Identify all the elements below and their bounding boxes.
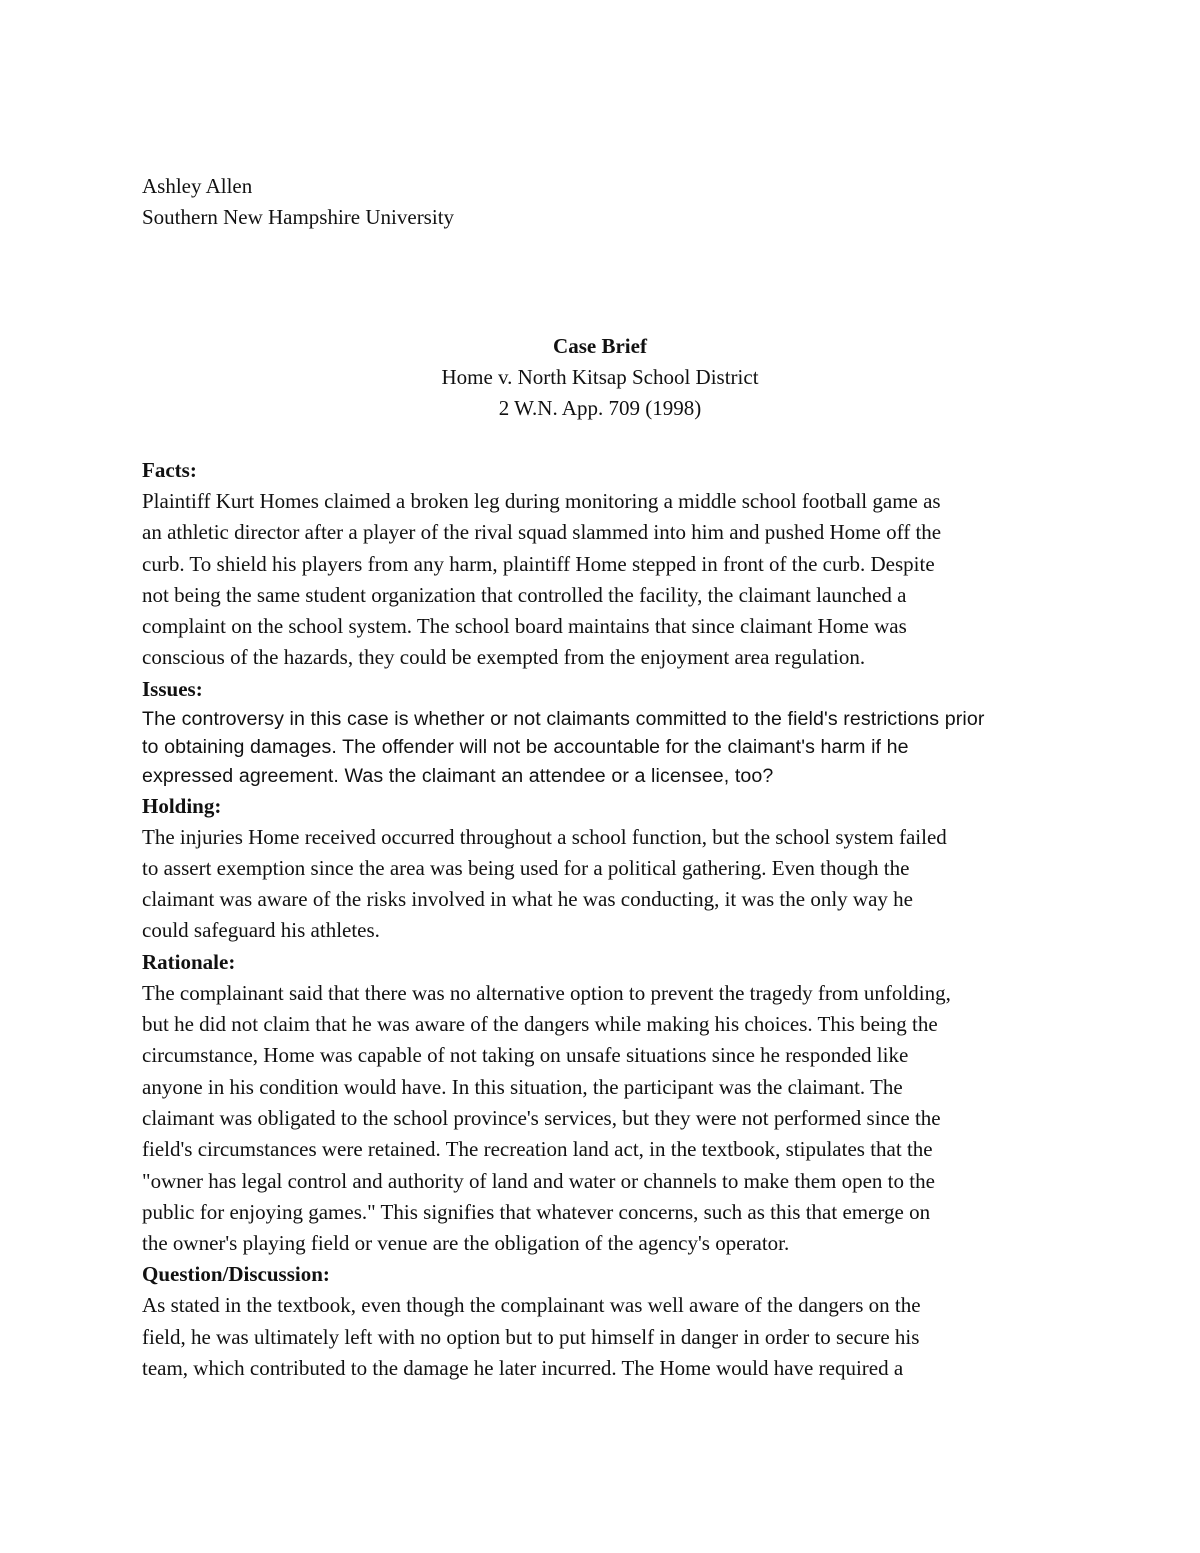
text-line: expressed agreement. Was the claimant an attendee or a licensee, too?	[142, 764, 774, 787]
text-line: anyone in his condition would have. In this situation, the participant was the claimant. The	[142, 1074, 903, 1099]
section-heading-holding: Holding:	[142, 793, 222, 818]
text-line: public for enjoying games." This signifies that whatever concerns, such as this that emerge on	[142, 1199, 931, 1224]
title-block	[142, 331, 1058, 424]
text-line: Plaintiff Kurt Homes claimed a broken leg during monitoring a middle school football game as	[142, 489, 941, 513]
text-line: The injuries Home received occurred throughout a school function, but the school system failed	[142, 824, 947, 849]
section-body-holding	[142, 822, 1072, 947]
text-line: As stated in the textbook, even though the complainant was well aware of the dangers on the	[142, 1293, 921, 1318]
text-line: but he did not claim that he was aware of the dangers while making his choices. This being the	[142, 1012, 938, 1037]
section-body-facts	[142, 486, 1072, 674]
section-rationale	[142, 947, 1072, 1260]
author-name: Ashley Allen	[142, 174, 253, 198]
section-heading-question: Question/Discussion:	[142, 1262, 330, 1287]
section-facts	[142, 455, 1072, 674]
text-line: an athletic director after a player of the rival squad slammed into him and pushed Home off the	[142, 520, 942, 545]
section-body-question	[142, 1290, 1072, 1384]
section-holding	[142, 791, 1072, 947]
section-issues	[142, 674, 1072, 791]
text-line: team, which contributed to the damage he later incurred. The Home would have required a	[142, 1356, 904, 1381]
section-body-issues	[142, 705, 1072, 791]
text-line: claimant was aware of the risks involved in what he was conducting, it was the only way he	[142, 887, 913, 912]
text-line: field, he was ultimately left with no option but to put himself in danger in order to secure his	[142, 1324, 920, 1349]
text-line: to obtaining damages. The offender will not be accountable for the claimant's harm if he	[142, 736, 909, 759]
section-heading-facts: Facts:	[142, 458, 197, 482]
author-institution: Southern New Hampshire University	[142, 205, 455, 229]
text-line: the owner's playing field or venue are the obligation of the agency's operator.	[142, 1231, 790, 1256]
section-heading-issues: Issues:	[142, 676, 203, 701]
text-line: curb. To shield his players from any harm, plaintiff Home stepped in front of the curb. Despite	[142, 551, 935, 576]
text-line: to assert exemption since the area was being used for a political gathering. Even though the	[142, 855, 910, 880]
text-line: The controversy in this case is whether or not claimants committed to the field's restrictions prior	[142, 707, 985, 730]
text-line: conscious of the hazards, they could be exempted from the enjoyment area regulation.	[142, 645, 866, 670]
section-heading-rationale: Rationale:	[142, 949, 236, 974]
text-line: could safeguard his athletes.	[142, 918, 380, 943]
section-question-discussion	[142, 1259, 1072, 1384]
text-line: "owner has legal control and authority of land and water or channels to make them open to the	[142, 1168, 935, 1193]
text-line: complaint on the school system. The school board maintains that since claimant Home was	[142, 614, 907, 639]
text-line: field's circumstances were retained. The recreation land act, in the textbook, stipulates that the	[142, 1137, 933, 1162]
document-page	[142, 171, 1072, 1384]
case-name: Home v. North Kitsap School District	[441, 365, 759, 389]
text-line: not being the same student organization that controlled the facility, the claimant launched a	[142, 582, 907, 607]
author-block	[142, 171, 1072, 233]
text-line: claimant was obligated to the school province's services, but they were not performed since the	[142, 1105, 941, 1130]
text-line: circumstance, Home was capable of not taking on unsafe situations since he responded like	[142, 1043, 909, 1068]
text-line: The complainant said that there was no alternative option to prevent the tragedy from unfolding,	[142, 980, 951, 1005]
case-citation: 2 W.N. App. 709 (1998)	[498, 396, 702, 420]
section-body-rationale	[142, 978, 1072, 1260]
document-title: Case Brief	[553, 334, 647, 358]
